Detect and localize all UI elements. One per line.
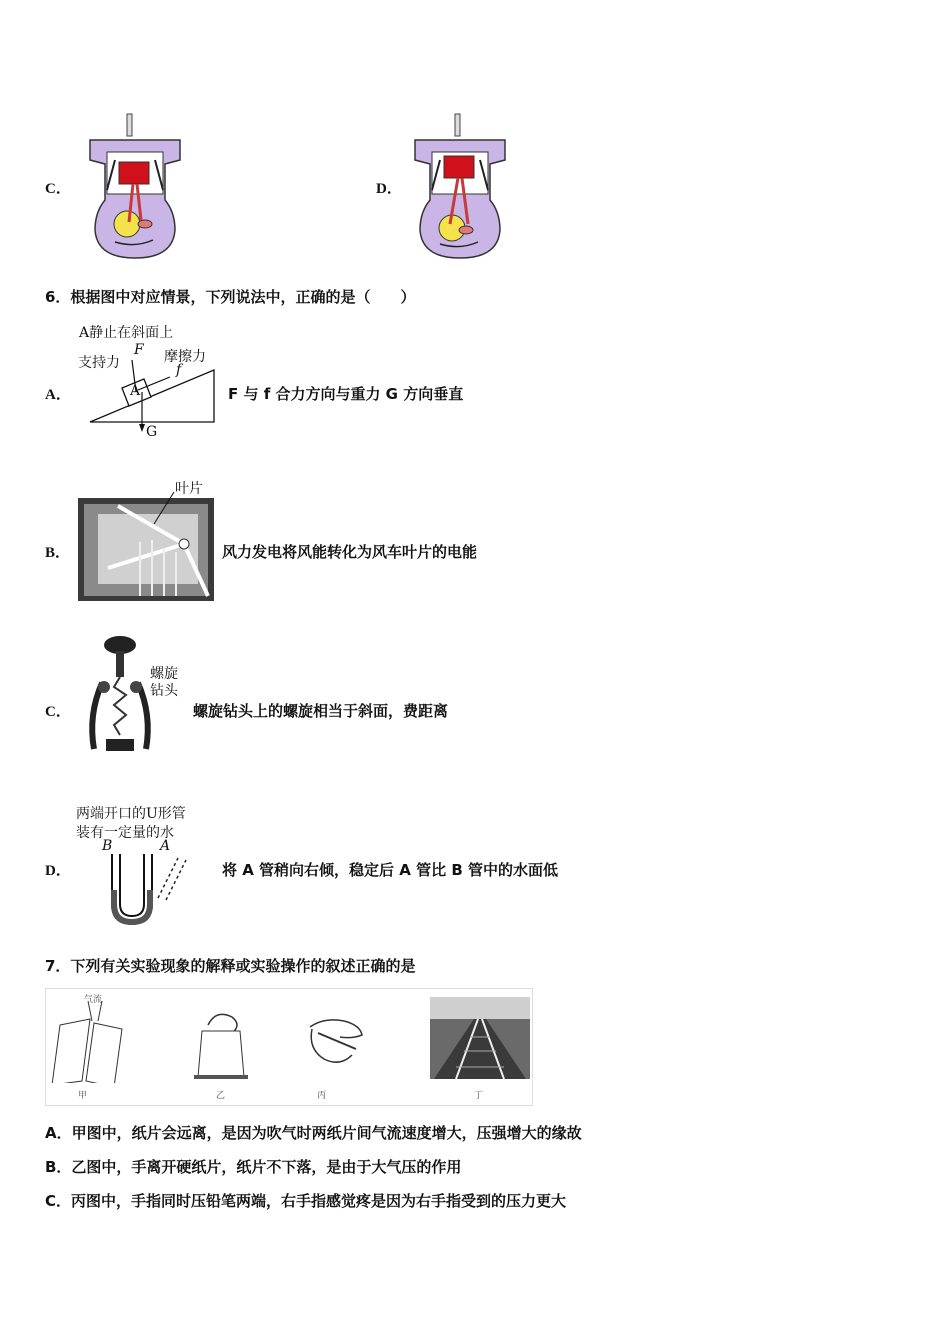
corkscrew-diagram [84,635,194,757]
wind-turbine-photo [78,478,216,602]
q5-option-d-label: D． [376,181,402,197]
support-force-label: 支持力 [78,355,120,371]
u-tube-line1: 两端开口的U形管 [76,806,186,822]
q7-option-c: C．丙图中，手指同时压铅笔两端，右手指感觉疼是因为右手指受到的压力更大 [45,1192,567,1210]
q6-option-a-text: F 与 f 合力方向与重力 G 方向垂直 [228,385,464,403]
q6-option-c-label: C． [45,704,71,720]
airflow-label: 气流 [84,995,103,1005]
u-tube-line2: 装有一定量的水 [76,825,174,841]
q6-option-b-label: B． [45,545,71,561]
drill-bit-label: 钻头 [150,683,178,699]
incline-diagram [76,320,221,442]
force-F-label: F [134,342,144,358]
q7-figure-strip [45,988,533,1106]
force-f-label: f [176,362,182,378]
q6-stem: 6．根据图中对应情景，下列说法中，正确的是（ ） [45,288,416,306]
q6-option-c-text: 螺旋钻头上的螺旋相当于斜面，费距离 [193,702,449,720]
incline-title: A静止在斜面上 [79,325,174,341]
q7-option-a: A．甲图中，纸片会远离，是因为吹气时两纸片间气流速度增大，压强增大的缘故 [45,1124,582,1142]
tube-A-label: A [160,838,171,854]
engine-diagram-c [85,112,185,262]
q6-option-a-label: A． [45,387,71,403]
tube-B-label: B [102,838,113,854]
friction-label: 摩擦力 [164,349,206,365]
q6-option-d-text: 将 A 管稍向右倾，稳定后 A 管比 B 管中的水面低 [222,861,558,879]
q6-option-d-label: D． [45,863,71,879]
gravity-G-label: G [146,424,158,440]
spiral-label: 螺旋 [150,666,178,682]
fig-jia-label: 甲 [78,1091,88,1101]
fig-ding-label: 丁 [474,1091,484,1101]
fig-bing-label: 丙 [317,1091,327,1101]
fig-yi-label: 乙 [216,1091,226,1101]
q6-option-b-text: 风力发电将风能转化为风车叶片的电能 [222,543,478,561]
u-tube-diagram [74,800,224,930]
blade-label: 叶片 [175,481,203,497]
q7-stem: 7．下列有关实验现象的解释或实验操作的叙述正确的是 [45,957,416,975]
q7-option-b: B．乙图中，手离开硬纸片，纸片不下落，是由于大气压的作用 [45,1158,462,1176]
engine-diagram-d [410,112,510,262]
q5-option-c-label: C． [45,181,71,197]
block-A-label: A [130,383,141,399]
